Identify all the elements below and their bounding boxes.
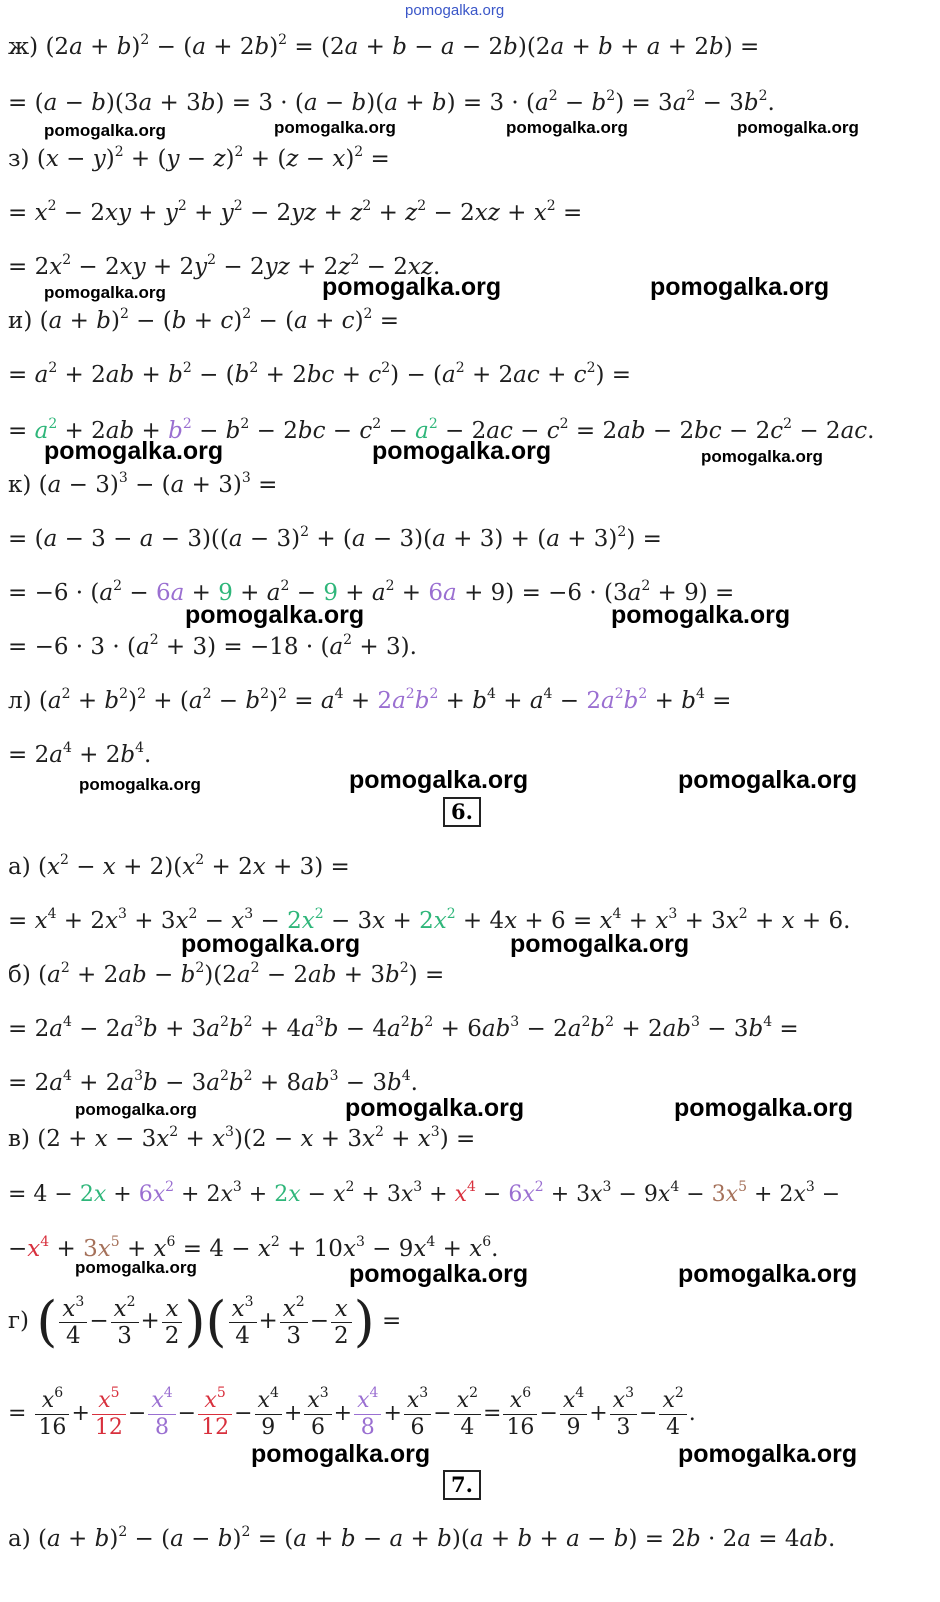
watermark: pomogalka.org bbox=[181, 930, 361, 958]
line-7a-1: а) $(a + b)^2 - (a - b)^2 = (a + b - a + b)(a + b + a - b) = 2b \cdot 2a = 4ab$. bbox=[8, 1524, 836, 1552]
watermark: pomogalka.org bbox=[75, 1258, 197, 1277]
line-i-3: = $a^2 + 2ab + b^2 - b^2 - 2bc - c^2 - a^2 - 2ac - c^2 = 2ab - 2bc - 2c^2 - 2ac$. bbox=[8, 416, 875, 444]
watermark: pomogalka.org bbox=[510, 930, 690, 958]
line-k-3: = $-6 \cdot (a^2 - 6a + 9 + a^2 - 9 + a^2 + 6a + 9) = -6 \cdot (3a^2 + 9)$ = bbox=[8, 578, 735, 606]
watermark: pomogalka.org bbox=[506, 118, 628, 137]
watermark: pomogalka.org bbox=[251, 1440, 431, 1468]
watermark: pomogalka.org bbox=[674, 1094, 854, 1122]
watermark: pomogalka.org bbox=[185, 601, 365, 629]
watermark: pomogalka.org bbox=[75, 1100, 197, 1119]
line-i-1: и) $(a + b)^2 - (b + c)^2 - (a + c)^2$ = bbox=[8, 306, 400, 334]
watermark: pomogalka.org bbox=[737, 118, 859, 137]
watermark: pomogalka.org bbox=[44, 437, 224, 465]
watermark: pomogalka.org bbox=[274, 118, 396, 137]
line-k-4: = $-6 \cdot 3 \cdot (a^2 + 3) = -18 \cdot (a^2 + 3)$. bbox=[8, 632, 417, 660]
watermark-top: pomogalka.org bbox=[405, 2, 505, 19]
line-6b-1: б) $(a^2 + 2ab - b^2)(2a^2 - 2ab + 3b^2)$ = bbox=[8, 960, 445, 988]
line-k-2: = $(a - 3 - a - 3)((a - 3)^2 + (a - 3)(a + 3) + (a + 3)^2)$ = bbox=[8, 524, 662, 552]
watermark: pomogalka.org bbox=[678, 1260, 858, 1288]
section-number-7: 7. bbox=[443, 1470, 481, 1500]
line-6g-2: = $\frac{x^6}{16}$ + $\frac{x^5}{12}$ − $\frac{x^4}{8}$ − $\frac{x^5}{12}$ − $\frac{x^4}{9}$ + $\frac{x^3}{6}$ + $\frac{x^4}{8}$ + $\frac{x^3}{6}$ − $\frac{x^2}{4}$ = $\frac{x^6}{16}$ − $\frac{x^4}{9}$ + $\frac{x^3}{3}$ − $\frac{x^2}{4}$ . bbox=[8, 1384, 696, 1440]
watermark: pomogalka.org bbox=[44, 121, 166, 140]
line-z-3: = $2x^2 - 2xy + 2y^2 - 2yz + 2z^2 - 2xz$. bbox=[8, 252, 441, 280]
watermark: pomogalka.org bbox=[322, 273, 502, 301]
line-6b-2: = $2a^4 - 2a^3b + 3a^2b^2 + 4a^3b - 4a^2b^2 + 6ab^3 - 2a^2b^2 + 2ab^3 - 3b^4$ = bbox=[8, 1014, 799, 1042]
line-6b-3: = $2a^4 + 2a^3b - 3a^2b^2 + 8ab^3 - 3b^4$. bbox=[8, 1068, 418, 1096]
watermark: pomogalka.org bbox=[678, 1440, 858, 1468]
line-i-2: = $a^2 + 2ab + b^2 - (b^2 + 2bc + c^2) - (a^2 + 2ac + c^2)$ = bbox=[8, 360, 632, 388]
line-l-2: = $2a^4 + 2b^4$. bbox=[8, 740, 152, 768]
watermark: pomogalka.org bbox=[79, 775, 201, 794]
line-6v-1: в) $(2 + x - 3x^2 + x^3)(2 - x + 3x^2 + x^3)$ = bbox=[8, 1124, 476, 1152]
watermark: pomogalka.org bbox=[678, 766, 858, 794]
line-k-1: к) $(a - 3)^3 - (a + 3)^3$ = bbox=[8, 470, 278, 498]
line-6g-1: г) ( $\frac{x^3}{4}$ − $\frac{x^2}{3}$ + $\frac{x}{2}$ )( $\frac{x^3}{4}$ + $\frac{x^2}{3}$ − $\frac{x}{2}$ ) = bbox=[8, 1290, 402, 1353]
watermark: pomogalka.org bbox=[349, 1260, 529, 1288]
line-6v-3: $-x^4 + 3x^5 + x^6 = 4 - x^2 + 10x^3 - 9x^4 + x^6$. bbox=[8, 1234, 499, 1262]
line-z-2: = $x^2 - 2xy + y^2 + y^2 - 2yz + z^2 + z^2 - 2xz + x^2$ = bbox=[8, 198, 583, 226]
line-zh-2: = $(a - b)(3a + 3b) = 3 \cdot (a - b)(a + b) = 3 \cdot (a^2 - b^2) = 3a^2 - 3b^2$. bbox=[8, 88, 775, 116]
watermark: pomogalka.org bbox=[345, 1094, 525, 1122]
line-zh-1: ж) $(2a + b)^2 - (a + 2b)^2 = (2a + b - a - 2b)(2a + b + a + 2b)$ = bbox=[8, 32, 760, 60]
line-6a-2: = $x^4 + 2x^3 + 3x^2 - x^3 - 2x^2 - 3x + 2x^2 + 4x + 6 = x^4 + x^3 + 3x^2 + x + 6$. bbox=[8, 906, 851, 934]
watermark: pomogalka.org bbox=[650, 273, 830, 301]
watermark: pomogalka.org bbox=[372, 437, 552, 465]
watermark: pomogalka.org bbox=[701, 447, 823, 466]
line-6a-1: а) $(x^2 - x + 2)(x^2 + 2x + 3)$ = bbox=[8, 852, 350, 880]
watermark: pomogalka.org bbox=[611, 601, 791, 629]
watermark: pomogalka.org bbox=[349, 766, 529, 794]
line-z-1: з) $(x - y)^2 + (y - z)^2 + (z - x)^2$ = bbox=[8, 144, 390, 172]
section-number-6: 6. bbox=[443, 797, 481, 827]
line-6v-2: = $4 - 2x + 6x^2 + 2x^3 + 2x - x^2 + 3x^3 + x^4 - 6x^2 + 3x^3 - 9x^4 - 3x^5 + 2x^3$ − bbox=[8, 1179, 841, 1207]
watermark: pomogalka.org bbox=[44, 283, 166, 302]
line-l-1: л) $(a^2 + b^2)^2 + (a^2 - b^2)^2 = a^4 + 2a^2b^2 + b^4 + a^4 - 2a^2b^2 + b^4$ = bbox=[8, 686, 732, 714]
